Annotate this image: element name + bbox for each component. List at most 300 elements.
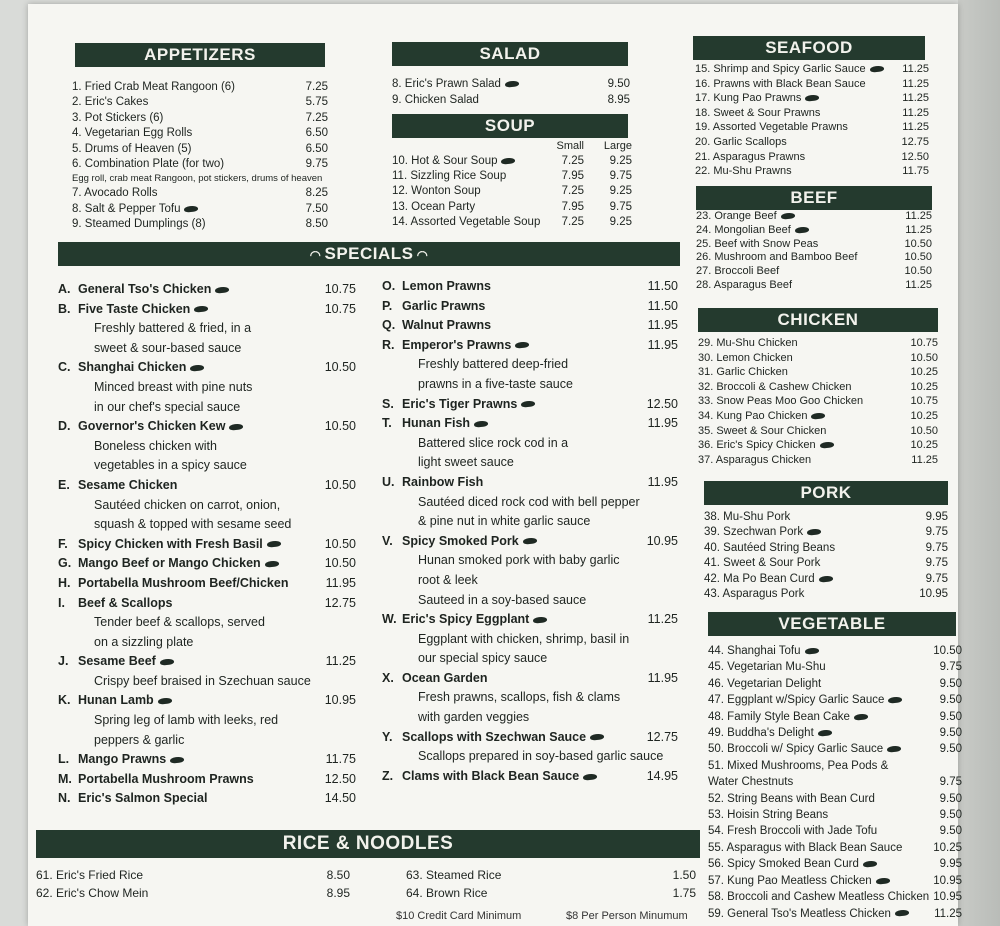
special-price: 12.50 [646, 396, 678, 411]
rice-noodles-header: RICE & NOODLES [36, 830, 700, 858]
special-description: Fresh prawns, scallops, fish & clams [418, 690, 621, 705]
special-letter: H. [58, 575, 71, 590]
menu-item [708, 643, 962, 659]
item-name: 31. Garlic Chicken [698, 366, 788, 379]
menu-item [72, 157, 328, 172]
menu-item [708, 774, 962, 790]
beef-list [696, 210, 932, 293]
menu-item [704, 556, 948, 571]
item-price: 1.50 [672, 868, 696, 882]
special-name-wrap [58, 652, 174, 672]
item-name-wrap [72, 142, 192, 157]
item-name-wrap [698, 394, 863, 409]
item-name-wrap [392, 184, 481, 199]
menu-item [72, 217, 328, 232]
item-name: 9. Steamed Dumplings (8) [72, 218, 206, 231]
spicy-icon [875, 877, 890, 885]
item-name-wrap [695, 91, 819, 106]
item-name-wrap [698, 409, 825, 424]
special-letter: R. [382, 337, 395, 352]
menu-item [698, 409, 938, 424]
menu-item [695, 62, 929, 77]
item-price: 10.25 [910, 366, 938, 379]
item-name: 4. Vegetarian Egg Rolls [72, 127, 193, 140]
special-name-wrap [58, 691, 172, 711]
special-name: Garlic Prawns [402, 298, 486, 313]
menu-item [695, 135, 929, 150]
special-name: Emperor's Prawns [402, 337, 512, 352]
item-name-wrap [708, 758, 888, 774]
item-price: 11.25 [902, 77, 929, 90]
special-description: Tender beef & scallops, served [94, 615, 265, 630]
item-name: 29. Mu-Shu Chicken [698, 337, 798, 349]
item-name: 18. Sweet & Sour Prawns [695, 106, 821, 119]
item-name: 52. String Beans with Bean Curd [708, 792, 875, 805]
spicy-icon [817, 729, 832, 737]
item-name: 49. Buddha's Delight [708, 727, 814, 740]
special-description: Freshly battered deep-fried [418, 357, 569, 372]
item-name-wrap [695, 150, 805, 165]
special-name: Clams with Black Bean Sauce [402, 768, 580, 783]
special-name: Governor's Chicken Kew [78, 419, 226, 434]
special-item [58, 574, 356, 594]
item-name: 1. Fried Crab Meat Rangoon (6) [72, 81, 235, 93]
special-price: 12.75 [646, 729, 678, 744]
item-price: 8.25 [305, 187, 328, 200]
spicy-icon [521, 400, 536, 408]
item-name-wrap [704, 510, 790, 525]
special-name: Rainbow Fish [402, 474, 484, 489]
special-item [382, 532, 678, 552]
menu-item [392, 93, 630, 109]
special-price: 10.50 [324, 360, 356, 375]
item-price: 9.50 [939, 694, 962, 707]
item-name-wrap [72, 126, 192, 141]
menu-item [406, 884, 696, 902]
item-name-wrap [698, 336, 798, 351]
item-name-wrap [696, 265, 779, 279]
item-price: 10.50 [904, 265, 932, 278]
special-name-wrap [58, 770, 254, 790]
special-name: Beef & Scallops [78, 595, 173, 610]
special-name-wrap [58, 789, 207, 809]
menu-item [708, 807, 962, 823]
salad-list [392, 77, 630, 108]
item-price: 11.25 [905, 223, 932, 236]
item-price: 10.25 [933, 841, 962, 854]
special-letter: O. [382, 279, 396, 293]
pork-header: PORK [704, 481, 948, 505]
menu-item [696, 265, 932, 279]
item-name-wrap [704, 525, 821, 540]
item-name: 57. Kung Pao Meatless Chicken [708, 874, 872, 887]
large-price: 9.25 [609, 155, 632, 167]
item-name: 8. Eric's Prawn Salad [392, 78, 501, 90]
special-item [58, 535, 356, 555]
item-price: 7.25 [305, 111, 328, 124]
item-price: 10.25 [910, 409, 938, 422]
beef-header: BEEF [696, 186, 932, 210]
menu-item [708, 725, 962, 741]
item-prices [550, 154, 632, 169]
special-description: Crispy beef braised in Szechuan sauce [94, 673, 311, 688]
item-name-wrap [704, 541, 835, 556]
vegetable-list [708, 643, 962, 922]
item-price: 9.50 [939, 825, 962, 838]
item-name-wrap [708, 774, 793, 790]
spicy-icon [184, 205, 199, 213]
spicy-icon [515, 342, 530, 350]
item-name-wrap [708, 741, 901, 757]
large-price: 9.75 [609, 200, 632, 213]
special-item [58, 417, 356, 437]
item-name: 27. Broccoli Beef [696, 265, 780, 278]
special-letter: I. [58, 595, 65, 610]
menu-item [698, 380, 938, 395]
menu-item [704, 510, 948, 525]
special-letter: A. [58, 282, 71, 296]
item-name-wrap [704, 572, 833, 587]
item-price: 9.95 [939, 858, 962, 871]
item-name: 21. Asparagus Prawns [695, 150, 806, 163]
menu-item [696, 210, 932, 224]
menu-item [708, 840, 962, 856]
item-name: 51. Mixed Mushrooms, Pea Pods & [708, 759, 889, 772]
item-price: 11.25 [905, 210, 932, 222]
special-name-wrap [58, 554, 279, 574]
special-name: Lemon Prawns [402, 279, 491, 293]
special-price: 14.50 [324, 791, 356, 806]
menu-item [36, 884, 350, 902]
item-price: 11.25 [934, 907, 962, 920]
spicy-icon [811, 412, 826, 420]
item-name-wrap [392, 215, 540, 230]
special-name-wrap [382, 277, 491, 297]
menu-item [406, 866, 696, 884]
spicy-icon [533, 616, 548, 624]
item-name: 56. Spicy Smoked Bean Curd [708, 858, 859, 871]
soup-section [392, 140, 632, 230]
item-price: 10.95 [933, 891, 962, 904]
per-person-minimum: $8 Per Person Minumum [566, 910, 688, 922]
item-name: 34. Kung Pao Chicken [698, 409, 808, 422]
item-name-wrap [698, 424, 826, 439]
spicy-icon [590, 733, 605, 741]
special-letter: V. [382, 533, 393, 548]
special-description: Eggplant with chicken, shrimp, basil in [418, 631, 630, 646]
menu-item [695, 106, 929, 121]
item-price: 7.50 [305, 202, 328, 215]
item-price: 6.50 [305, 142, 328, 155]
large-price: 9.25 [609, 215, 632, 228]
item-name-wrap [696, 224, 809, 238]
item-prices [550, 184, 632, 199]
item-prices [550, 200, 632, 215]
special-name: General Tso's Chicken [78, 282, 212, 296]
special-name-wrap [382, 767, 597, 787]
special-description: Minced breast with pine nuts [94, 379, 253, 394]
item-price: 11.25 [902, 92, 929, 105]
special-name-wrap [58, 280, 229, 300]
item-price: 1.75 [672, 886, 696, 900]
special-price: 12.50 [324, 771, 356, 786]
special-price: 11.95 [325, 575, 356, 590]
special-name-wrap [58, 574, 288, 594]
item-price: 12.75 [901, 135, 929, 148]
item-name: 48. Family Style Bean Cake [708, 710, 850, 723]
item-name: 38. Mu-Shu Pork [704, 511, 791, 523]
item-name: 24. Mongolian Beef [696, 223, 791, 236]
menu-item [708, 676, 962, 692]
special-letter: X. [382, 670, 394, 685]
spicy-icon [159, 658, 174, 666]
menu-item [708, 741, 962, 757]
item-name: 11. Sizzling Rice Soup [392, 170, 507, 183]
chicken-list [698, 336, 938, 467]
menu-item [704, 525, 948, 540]
special-name-wrap [382, 336, 529, 356]
item-name: 25. Beef with Snow Peas [696, 237, 819, 250]
spicy-icon [818, 575, 833, 583]
special-item [58, 770, 356, 790]
item-name: 7. Avocado Rolls [72, 187, 158, 200]
special-name-wrap [382, 728, 604, 748]
item-name-wrap [72, 186, 157, 201]
item-name-wrap [708, 856, 877, 872]
item-name: 6. Combination Plate (for two) [72, 158, 225, 171]
item-name: 36. Eric's Spicy Chicken [698, 439, 816, 452]
special-name: Ocean Garden [402, 670, 488, 685]
special-letter: Z. [382, 768, 394, 783]
menu-item [698, 424, 938, 439]
item-price: 6.50 [305, 127, 328, 140]
special-price: 11.95 [647, 318, 678, 333]
soup-list [392, 154, 632, 230]
menu-item [72, 80, 328, 95]
item-name-wrap [708, 692, 902, 708]
menu-item [708, 906, 962, 922]
special-name-wrap [58, 535, 281, 555]
menu-item [698, 365, 938, 380]
item-name-wrap [708, 791, 875, 807]
spicy-icon [190, 364, 205, 372]
specials-right-ornament: ◜◝ [413, 248, 428, 262]
menu-item [698, 394, 938, 409]
special-name: Mango Prawns [78, 752, 167, 767]
item-price: 11.75 [902, 165, 929, 178]
special-item [382, 767, 678, 787]
menu-item [392, 169, 632, 184]
item-name-wrap [695, 77, 866, 92]
special-item [382, 669, 678, 689]
menu-item [696, 251, 932, 265]
special-letter: G. [58, 556, 72, 571]
special-letter: P. [382, 298, 393, 313]
menu-item [72, 186, 328, 201]
seafood-list [695, 62, 929, 179]
item-name: 28. Asparagus Beef [696, 278, 793, 291]
item-price: 9.75 [925, 557, 948, 570]
menu-item [72, 111, 328, 126]
special-description: on a sizzling plate [94, 634, 194, 649]
item-price: 11.25 [902, 63, 929, 75]
special-price: 11.95 [647, 474, 678, 489]
special-price: 11.75 [325, 752, 356, 767]
special-item [58, 789, 356, 809]
special-description: Sautéed diced rock cod with bell pepper [418, 494, 640, 509]
item-name-wrap [698, 380, 851, 395]
item-price: 8.50 [326, 868, 350, 882]
rice-right-list [406, 866, 696, 902]
item-price: 8.50 [305, 218, 328, 231]
spicy-icon [854, 713, 869, 721]
spicy-icon [804, 647, 819, 655]
soup-header: SOUP [392, 114, 628, 138]
item-name-wrap [392, 169, 506, 184]
item-name: 14. Assorted Vegetable Soup [392, 215, 541, 228]
spicy-icon [474, 420, 489, 428]
item-price: 9.95 [925, 511, 948, 523]
menu-item [708, 758, 962, 774]
background-edge [958, 0, 1000, 926]
item-name: 22. Mu-Shu Prawns [695, 165, 792, 178]
special-name: Mango Beef or Mango Chicken [78, 556, 261, 571]
spicy-icon [264, 560, 279, 568]
item-price: 9.75 [939, 661, 962, 674]
special-letter: J. [58, 654, 69, 669]
special-item [382, 610, 678, 630]
item-name: 63. Steamed Rice [406, 868, 502, 882]
special-price: 11.95 [647, 416, 678, 431]
special-description: squash & topped with sesame seed [94, 517, 292, 532]
special-name: Eric's Tiger Prawns [402, 396, 518, 411]
spicy-icon [887, 745, 902, 753]
menu-item [392, 215, 632, 230]
item-name-wrap [72, 202, 198, 217]
special-name: Portabella Mushroom Prawns [78, 771, 254, 786]
special-description: Boneless chicken with [94, 438, 217, 453]
special-item [382, 414, 678, 434]
item-name: 13. Ocean Party [392, 200, 476, 213]
item-name-wrap [708, 659, 826, 675]
menu-item [698, 438, 938, 453]
special-letter: B. [58, 301, 71, 316]
menu-item [72, 95, 328, 110]
special-name: Sesame Chicken [78, 477, 178, 492]
menu-item [698, 336, 938, 351]
item-name-wrap [698, 351, 793, 366]
spicy-icon [215, 286, 230, 294]
item-price: 9.50 [939, 809, 962, 822]
special-name: Hunan Fish [402, 416, 471, 431]
rice-left-list [36, 866, 350, 902]
item-name-wrap [392, 154, 515, 169]
item-name-wrap [392, 77, 519, 93]
special-name: Eric's Spicy Eggplant [402, 612, 530, 627]
special-description: vegetables in a spicy sauce [94, 458, 247, 473]
menu-item [708, 659, 962, 675]
menu-item [695, 91, 929, 106]
special-item [58, 358, 356, 378]
special-description: Hunan smoked pork with baby garlic [418, 553, 620, 568]
menu-item [695, 150, 929, 165]
special-description: root & leek [418, 572, 478, 587]
menu-item [708, 692, 962, 708]
item-name: 45. Vegetarian Mu-Shu [708, 661, 826, 674]
special-item [58, 750, 356, 770]
large-price: 9.75 [609, 170, 632, 183]
item-price: 9.50 [939, 743, 962, 756]
special-item [382, 297, 678, 317]
special-description: in our chef's special sauce [94, 399, 241, 414]
special-price: 11.25 [325, 654, 356, 669]
menu-item [695, 77, 929, 92]
item-name: 9. Chicken Salad [392, 93, 479, 106]
special-letter: S. [382, 396, 394, 411]
item-name: 35. Sweet & Sour Chicken [698, 424, 827, 437]
item-name: 3. Pot Stickers (6) [72, 111, 164, 124]
item-name: 10. Hot & Sour Soup [392, 155, 498, 167]
menu-item [392, 154, 632, 169]
special-name: Hunan Lamb [78, 693, 154, 708]
menu-item [704, 572, 948, 587]
combo-note: Egg roll, crab meat Rangoon, pot stickers, drums of heaven [72, 173, 323, 185]
spicy-icon [170, 756, 185, 764]
spicy-icon [501, 157, 516, 165]
spicy-icon [805, 94, 820, 102]
special-item [58, 300, 356, 320]
special-item [382, 728, 678, 748]
item-price: 11.25 [905, 278, 932, 291]
spicy-icon [505, 80, 520, 88]
menu-item [698, 351, 938, 366]
item-name-wrap [72, 217, 206, 232]
soup-large-label: Large [603, 140, 632, 152]
item-name-wrap [696, 238, 818, 252]
special-name-wrap [382, 395, 535, 415]
pork-list [704, 510, 948, 602]
item-price: 9.75 [305, 158, 328, 171]
item-name-wrap [695, 62, 884, 77]
special-description: Sautéed chicken on carrot, onion, [94, 497, 281, 512]
menu-item [72, 202, 328, 217]
appetizers-header: APPETIZERS [75, 43, 325, 67]
menu-item [696, 279, 932, 293]
special-description: Spring leg of lamb with leeks, red [94, 713, 279, 728]
item-name: 50. Broccoli w/ Spicy Garlic Sauce [708, 743, 884, 756]
special-letter: L. [58, 752, 70, 767]
special-name-wrap [58, 476, 177, 496]
item-name-wrap [695, 164, 792, 179]
small-price: 7.25 [561, 185, 584, 198]
specials-right-column [382, 277, 678, 786]
special-item [382, 277, 678, 297]
special-item [58, 652, 356, 672]
item-name: 62. Eric's Chow Mein [36, 886, 149, 900]
item-name-wrap [698, 453, 811, 468]
item-name: 23. Orange Beef [696, 210, 777, 222]
special-item [382, 336, 678, 356]
menu-item [708, 889, 962, 905]
item-price: 11.25 [902, 106, 929, 119]
special-description: & pine nut in white garlic sauce [418, 514, 591, 529]
item-name: 17. Kung Pao Prawns [695, 92, 802, 105]
item-price: 10.75 [910, 395, 938, 408]
special-description: light sweet sauce [418, 455, 514, 470]
small-price: 7.25 [561, 155, 584, 167]
seafood-header: SEAFOOD [693, 36, 925, 60]
special-letter: Y. [382, 729, 393, 744]
